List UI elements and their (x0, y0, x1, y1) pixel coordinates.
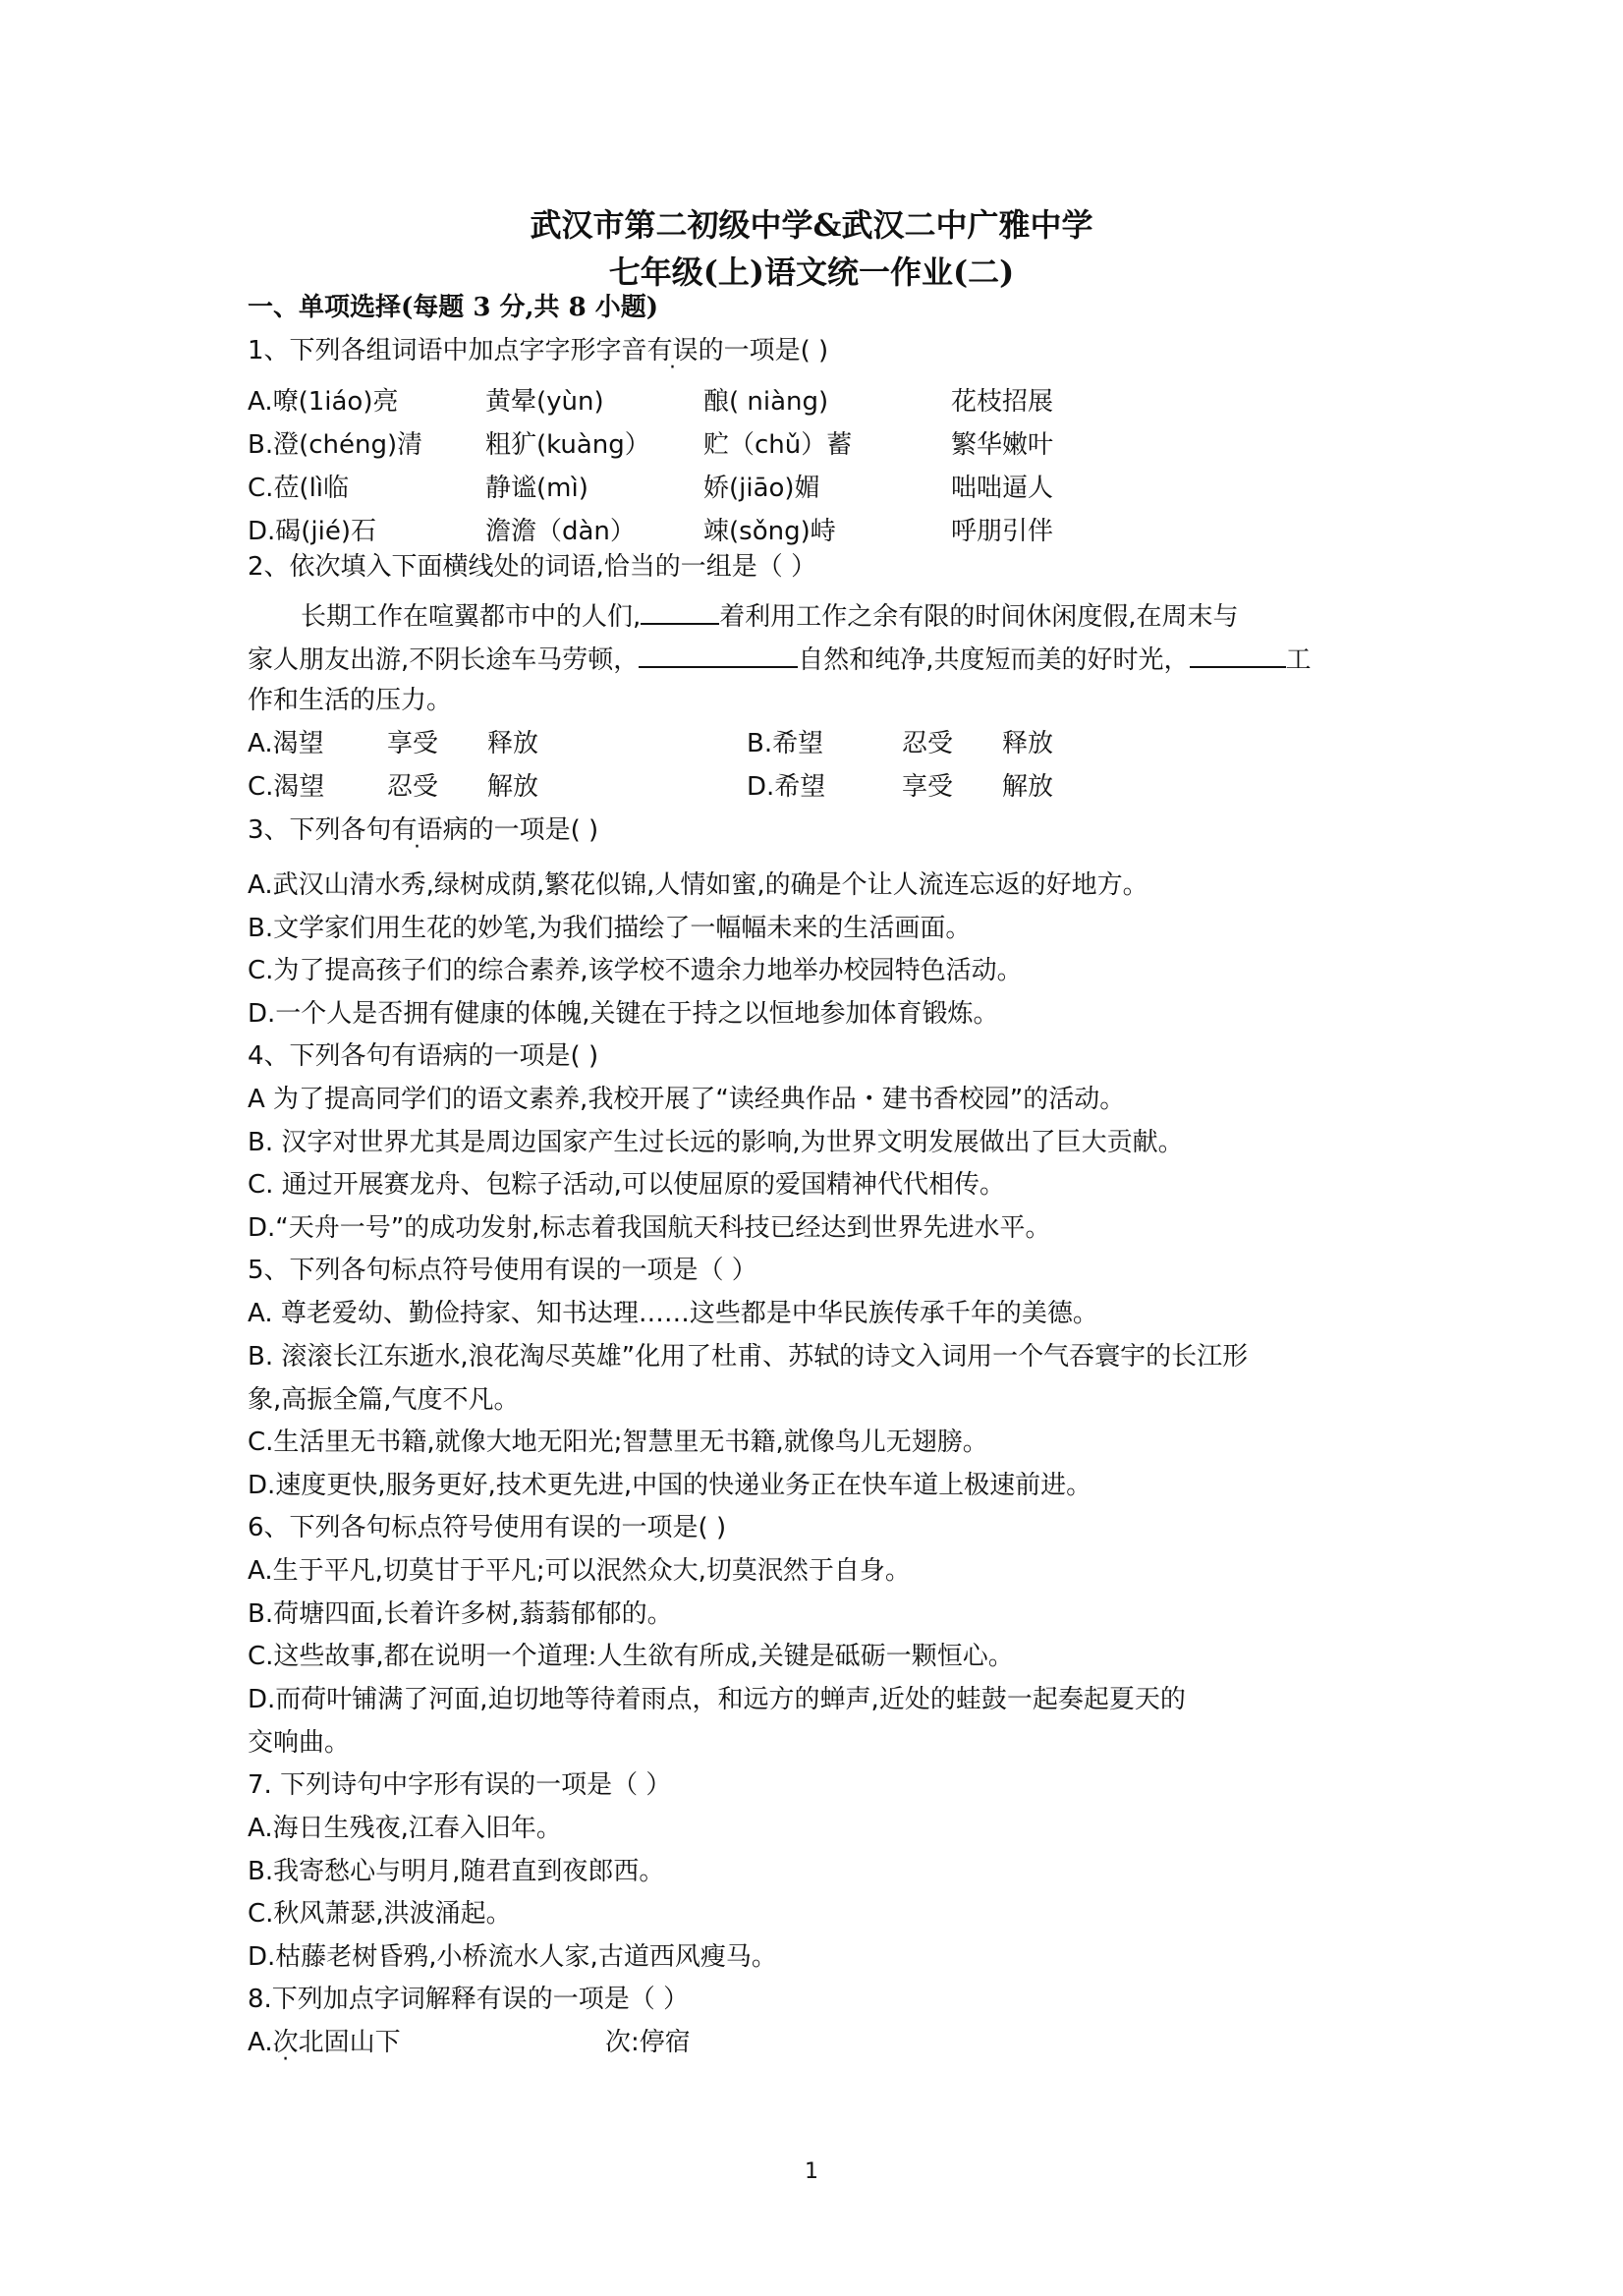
q2-option-cell: B.希望 (747, 729, 824, 758)
question-8-option-a-gloss: 次:停宿 (605, 2028, 691, 2057)
question-1-stem: 1、下列各组词语中加点字字形字音有误的一项是( ) (248, 336, 829, 365)
q2-option-cell: A.渴望 (248, 729, 324, 758)
question-2-passage-line-1: 长期工作在喧翼都市中的人们, 着利用工作之余有限的时间休闲度假,在周末与 (301, 597, 1239, 634)
q2-option-cell: C.渴望 (248, 772, 325, 802)
q1-option-cell: 黄晕(yùn) (485, 387, 604, 417)
fill-blank-3 (1190, 641, 1286, 668)
question-2-stem: 2、依次填入下面横线处的词语,恰当的一组是（ ） (248, 552, 817, 582)
question-2-passage-line-2: 家人朋友出游,不阴长途车马劳顿， 自然和纯净,共度短而美的好时光， 工 (248, 641, 1312, 677)
exam-title: 七年级(上)语文统一作业(二) (608, 253, 1015, 291)
question-6-option-b: B.荷塘四面,长着许多树,蓊蓊郁郁的。 (248, 1599, 673, 1629)
question-6-option-d-cont: 交响曲。 (248, 1728, 351, 1758)
question-5-option-d: D.速度更快,服务更好,技术更先进,中国的快递业务正在快车道上极速前进。 (248, 1471, 1092, 1500)
q1-option-cell: C.莅(lì临 (248, 474, 350, 503)
q1-option-cell: 咄咄逼人 (951, 474, 1054, 503)
fill-blank-2 (639, 641, 798, 668)
question-6-option-a: A.生于平凡,切莫甘于平凡;可以泯然众大,切莫泯然于自身。 (248, 1556, 911, 1586)
question-7-stem: 7. 下列诗句中字形有误的一项是（ ） (248, 1770, 672, 1800)
question-7-option-c: C.秋风萧瑟,洪波涌起。 (248, 1899, 512, 1929)
q1-option-cell: B.澄(chéng)清 (248, 430, 423, 460)
fill-blank-1 (641, 597, 719, 625)
question-7-option-a: A.海日生残夜,江春入旧年。 (248, 1814, 562, 1843)
question-3-option-c: C.为了提高孩子们的综合素养,该学校不遗余力地举办校园特色活动。 (248, 956, 1023, 985)
q2-option-cell: 释放 (1002, 729, 1054, 758)
q1-option-cell: 呼朋引伴 (951, 517, 1054, 546)
q2-option-cell: 享受 (387, 729, 439, 758)
question-6-option-c: C.这些故事,都在说明一个道理:人生欲有所成,关键是砥砺一颗恒心。 (248, 1642, 1014, 1671)
emphasis-dot: 次 (272, 2028, 299, 2057)
page-number: 1 (805, 2159, 818, 2184)
q1-option-cell: A.嘹(1iáo)亮 (248, 387, 399, 417)
q2-option-cell: D.希望 (747, 772, 826, 802)
question-3-option-a: A.武汉山清水秀,绿树成荫,繁花似锦,人情如蜜,的确是个让人流连忘返的好地方。 (248, 870, 1148, 900)
question-8-option-a: A.次北固山下 (248, 2028, 401, 2057)
q2-option-cell: 享受 (902, 772, 954, 802)
emphasis-dots: 有误 (646, 336, 699, 365)
question-8-stem: 8.下列加点字词解释有误的一项是（ ） (248, 1985, 690, 2014)
question-4-stem: 4、下列各句有语病的一项是( ) (248, 1041, 599, 1071)
question-4-option-d: D.“天舟一号”的成功发射,标志着我国航天科技已经达到世界先进水平。 (248, 1213, 1051, 1243)
question-3-option-b: B.文学家们用生花的妙笔,为我们描绘了一幅幅未来的生活画面。 (248, 914, 972, 943)
q1-option-cell: 澹澹（dàn） (485, 517, 636, 546)
question-4-option-c: C. 通过开展赛龙舟、包粽子活动,可以使屈原的爱国精神代代相传。 (248, 1170, 1005, 1200)
q1-option-cell: D.碣(jié)石 (248, 517, 377, 546)
q1-option-cell: 粗犷(kuàng） (485, 430, 650, 460)
question-6-option-d: D.而荷叶铺满了河面,迫切地等待着雨点，和远方的蝉声,近处的蛙鼓一起奏起夏天的 (248, 1685, 1186, 1714)
school-title: 武汉市第二初级中学&武汉二中广雅中学 (530, 206, 1093, 244)
q2-option-cell: 忍受 (902, 729, 954, 758)
emphasis-dots: 有语 (391, 815, 443, 845)
question-4-option-b: B. 汉字对世界尤其是周边国家产生过长远的影响,为世界文明发展做出了巨大贡献。 (248, 1128, 1184, 1157)
q2-option-cell: 忍受 (387, 772, 439, 802)
question-5-option-c: C.生活里无书籍,就像大地无阳光;智慧里无书籍,就像鸟儿无翅膀。 (248, 1428, 988, 1457)
question-7-option-d: D.枯藤老树昏鸦,小桥流水人家,古道西风瘦马。 (248, 1942, 777, 1972)
q1-option-cell: 竦(sǒng)峙 (703, 517, 836, 546)
question-3-stem: 3、下列各句有语病的一项是( ) (248, 815, 599, 845)
q1-option-cell: 繁华嫩叶 (951, 430, 1054, 460)
question-5-option-b: B. 滚滚长江东逝水,浪花淘尽英雄”化用了杜甫、苏轼的诗文入词用一个气吞寰宇的长江形 (248, 1342, 1249, 1372)
q1-option-cell: 娇(jiāo)媚 (703, 474, 820, 503)
question-7-option-b: B.我寄愁心与明月,随君直到夜郎西。 (248, 1857, 665, 1886)
q2-option-cell: 释放 (487, 729, 539, 758)
question-5-option-b-cont: 象,高振全篇,气度不凡。 (248, 1385, 520, 1415)
q1-option-cell: 花枝招展 (951, 387, 1054, 417)
question-3-option-d: D.一个人是否拥有健康的体魄,关键在于持之以恒地参加体育锻炼。 (248, 999, 999, 1029)
section-heading: 一、单项选择(每题 3 分,共 8 小题) (248, 293, 659, 322)
q2-option-cell: 解放 (487, 772, 539, 802)
q1-option-cell: 酿( niàng) (703, 387, 829, 417)
question-4-option-a: A 为了提高同学们的语文素养,我校开展了“读经典作品・建书香校园”的活动。 (248, 1085, 1126, 1114)
q2-option-cell: 解放 (1002, 772, 1054, 802)
q1-option-cell: 静谧(mì) (485, 474, 588, 503)
question-5-stem: 5、下列各句标点符号使用有误的一项是（ ） (248, 1256, 757, 1285)
question-5-option-a: A. 尊老爱幼、勤俭持家、知书达理……这些都是中华民族传承千年的美德。 (248, 1299, 1098, 1328)
question-2-passage-line-3: 作和生活的压力。 (248, 686, 453, 715)
q1-option-cell: 贮（chǔ）蓄 (703, 430, 853, 460)
question-6-stem: 6、下列各句标点符号使用有误的一项是( ) (248, 1513, 727, 1542)
